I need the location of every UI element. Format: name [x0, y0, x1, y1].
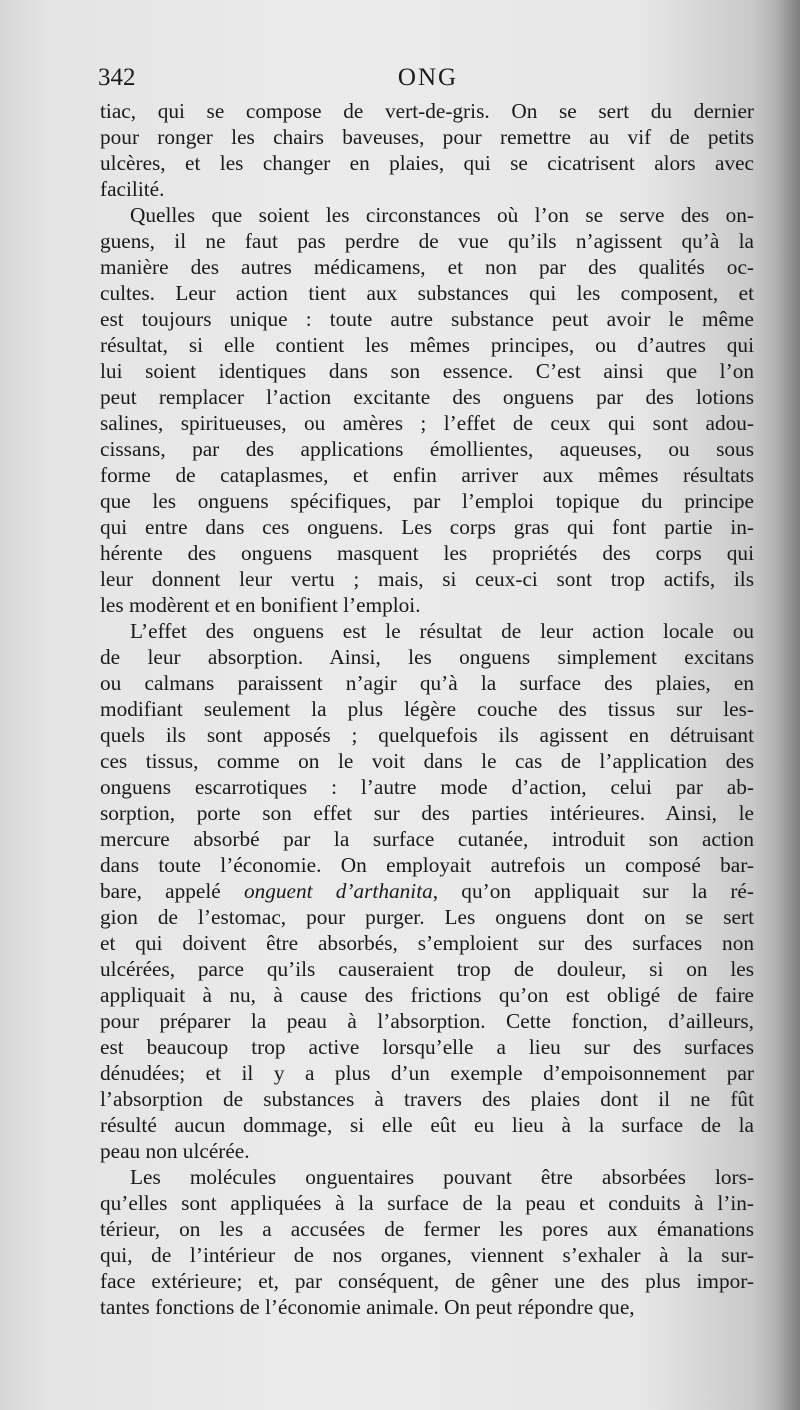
- text-line: peut remplacer l’action excitante des onguens par des lotions: [100, 385, 754, 409]
- text-line: résultat, si elle contient les mêmes principes, ou d’autres qui: [100, 333, 754, 357]
- text-line: l’absorption de substances à travers des plaies dont il ne fût: [100, 1087, 754, 1111]
- text-line: qui entre dans ces onguens. Les corps gras qui font partie in-: [100, 515, 754, 539]
- text-line: est beaucoup trop active lorsqu’elle a lieu sur des surfaces: [100, 1035, 754, 1059]
- text-line: modifiant seulement la plus légère couche des tissus sur les-: [100, 697, 754, 721]
- text-line: hérente des onguens masquent les propriétés des corps qui: [100, 541, 754, 565]
- text-line: L’effet des onguens est le résultat de leur action locale ou: [130, 619, 754, 643]
- text-line: cultes. Leur action tient aux substances qui les composent, et: [100, 281, 754, 305]
- paragraph: [100, 98, 754, 202]
- paragraph: [100, 618, 754, 1164]
- text-line: guens, il ne faut pas perdre de vue qu’ils n’agissent qu’à la: [100, 229, 754, 253]
- italic-term: onguent d’arthanita: [243, 879, 433, 903]
- text-line: mercure absorbé par la surface cutanée, introduit son action: [100, 827, 754, 851]
- text-line: dans toute l’économie. On employait autrefois un composé bar-: [100, 853, 754, 877]
- text-line: qui, de l’intérieur de nos organes, viennent s’exhaler à la sur-: [100, 1243, 754, 1267]
- running-head: ONG: [397, 64, 459, 91]
- text-line: et qui doivent être absorbés, s’emploient sur des surfaces non: [100, 931, 754, 955]
- text-line: est toujours unique : toute autre substance peut avoir le même: [100, 307, 754, 331]
- text-line: dénudées; et il y a plus d’un exemple d’empoisonnement par: [100, 1061, 754, 1085]
- text-line: peau non ulcérée.: [100, 1139, 250, 1163]
- text-line: que les onguens spécifiques, par l’emploi topique du principe: [100, 489, 754, 513]
- page-header: [98, 64, 758, 98]
- page-number: 342: [98, 64, 136, 91]
- text-line: tiac, qui se compose de vert-de-gris. On se sert du dernier: [100, 99, 754, 123]
- paragraph: [100, 202, 754, 618]
- text-line: de leur absorption. Ainsi, les onguens simplement excitans: [100, 645, 754, 669]
- text-line: sorption, porte son effet sur des parties intérieures. Ainsi, le: [100, 801, 754, 825]
- text-line: les modèrent et en bonifient l’emploi.: [100, 593, 421, 617]
- text-line: cissans, par des applications émollientes, aqueuses, ou sous: [100, 437, 754, 461]
- text-line: tantes fonctions de l’économie animale. On peut répondre que,: [100, 1295, 635, 1319]
- text-line: appliquait à nu, à cause des frictions qu’on est obligé de faire: [100, 983, 754, 1007]
- text-line: ou calmans paraissent n’agir qu’à la surface des plaies, en: [100, 671, 754, 695]
- body-text: [100, 98, 754, 1320]
- text-line: ulcères, et les changer en plaies, qui se cicatrisent alors avec: [100, 151, 754, 175]
- text-line: manière des autres médicamens, et non par des qualités oc-: [100, 255, 754, 279]
- text-line: Les molécules onguentaires pouvant être absorbées lors-: [130, 1165, 754, 1189]
- text-line: bare, appelé onguent d’arthanita, qu’on appliquait sur la ré-: [100, 879, 754, 903]
- text-line: onguens escarrotiques : l’autre mode d’action, celui par ab-: [100, 775, 754, 799]
- text-line: pour préparer la peau à l’absorption. Cette fonction, d’ailleurs,: [100, 1009, 754, 1033]
- text-line: forme de cataplasmes, et enfin arriver aux mêmes résultats: [100, 463, 754, 487]
- text-line: face extérieure; et, par conséquent, de gêner une des plus impor-: [100, 1269, 754, 1293]
- text-line: pour ronger les chairs baveuses, pour remettre au vif de petits: [100, 125, 754, 149]
- paragraph: [100, 1164, 754, 1320]
- page-gutter-shadow: [776, 0, 800, 1410]
- text-line: ces tissus, comme on le voit dans le cas de l’application des: [100, 749, 754, 773]
- text-line: Quelles que soient les circonstances où l’on se serve des on-: [130, 203, 754, 227]
- text-line: ulcérées, parce qu’ils causeraient trop de douleur, si on les: [100, 957, 754, 981]
- text-line: térieur, on les a accusées de fermer les pores aux émanations: [100, 1217, 754, 1241]
- text-line: salines, spiritueuses, ou amères ; l’effet de ceux qui sont adou-: [100, 411, 754, 435]
- text-line: leur donnent leur vertu ; mais, si ceux-ci sont trop actifs, ils: [100, 567, 754, 591]
- text-line: quels ils sont apposés ; quelquefois ils agissent en détruisant: [100, 723, 754, 747]
- text-line: lui soient identiques dans son essence. C’est ainsi que l’on: [100, 359, 754, 383]
- text-line: résulté aucun dommage, si elle eût eu lieu à la surface de la: [100, 1113, 754, 1137]
- text-line: qu’elles sont appliquées à la surface de la peau et conduits à l’in-: [100, 1191, 754, 1215]
- text-line: gion de l’estomac, pour purger. Les onguens dont on se sert: [100, 905, 754, 929]
- text-line: facilité.: [100, 177, 165, 201]
